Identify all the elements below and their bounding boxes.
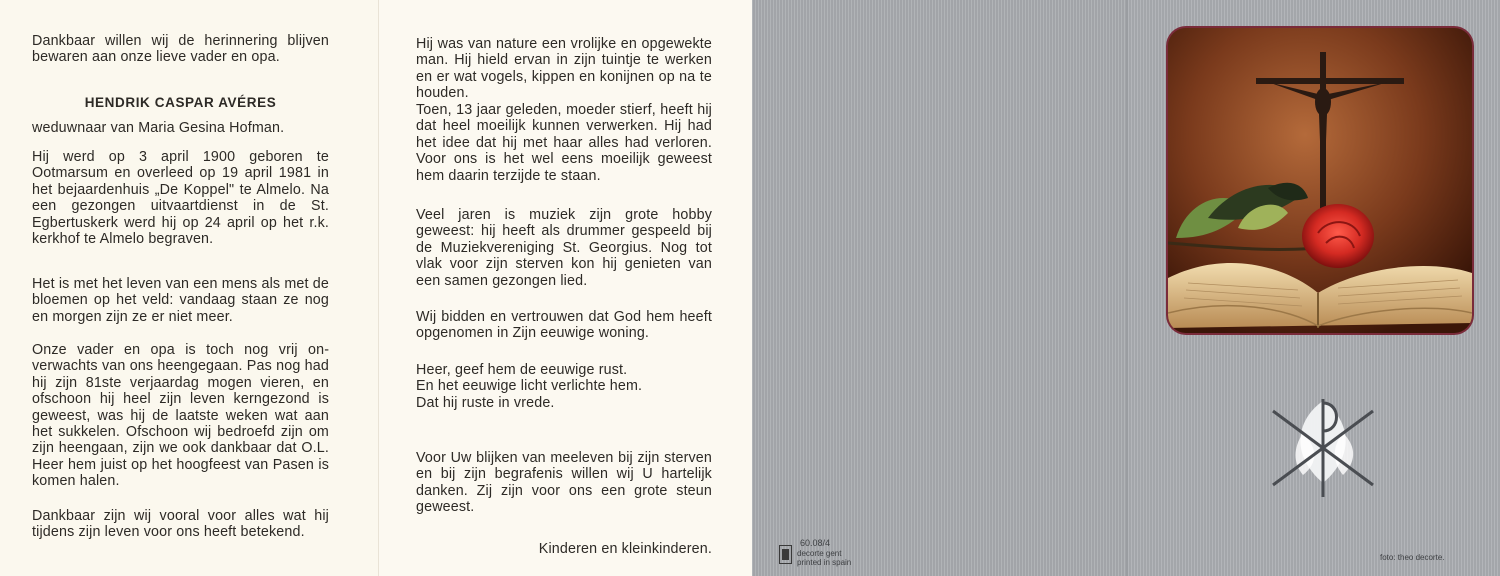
chi-rho-symbol-icon	[1263, 393, 1383, 503]
front-cover-panel	[1126, 0, 1500, 576]
printer-logo	[779, 545, 792, 564]
deceased-name: HENDRIK CASPAR AVÉRES	[84, 95, 277, 110]
father-paragraph: Onze vader en opa is toch nog vrij onverwachts van ons heengegaan. Pas nog had hij zijn 81ste verjaardag mogen vieren, en ofschoon hij heel zijn leven kerngezond is geweest, was hij de laatste weken wat aan het sukkelen. Ofschoon wij bedroefd zijn om zijn heengaan, zijn we ook dankbaar dat O.L. Heer hem juist op het hoogfeest van Pasen is komen halen.	[32, 342, 329, 490]
mother-paragraph: Toen, 13 jaar geleden, moeder stierf, heeft hij dat heel moeilijk kunnen verwerken. Hij had het idee dat hij met haar alles had verloren. Voor ons is het wel eens moeilijk geweest hem daarin terzijde te staan.	[416, 102, 712, 184]
printer-name: decorte gent	[797, 549, 842, 558]
back-silver-panel	[752, 0, 1126, 576]
rest-line: En het eeuwige licht verlichte hem.	[416, 378, 643, 395]
rest-line: Dat hij ruste in vrede.	[416, 394, 555, 411]
rest-prayer	[416, 362, 712, 411]
biography-paragraph: Hij werd op 3 april 1900 geboren te Ootmarsum en overleed op 19 april 1981 in het bejaardenhuis „De Koppel" te Almelo. Na een gezongen uitvaartdienst in de St. Egbertuskerk werd hij op 24 april op het r.k. kerkhof te Almelo begraven.	[32, 149, 329, 248]
print-code: 60.08/4	[800, 538, 831, 548]
nature-paragraph: Hij was van nature een vrolijke en opgewekte man. Hij hield ervan in zijn tuintje te werken en er wat vogels, kippen en konijnen op na te houden.	[416, 36, 712, 102]
thanks-paragraph: Dankbaar zijn wij vooral voor alles wat hij tijdens zijn leven voor ons heeft betekend.	[32, 508, 329, 541]
photo-credit: foto: theo decorte.	[1380, 553, 1445, 562]
crucifix-rose-bible-photo	[1168, 28, 1472, 333]
gratitude-paragraph: Voor Uw blijken van meeleven bij zijn sterven en bij zijn begrafenis willen wij U hartelijk danken. Zij zijn voor ons een grote steun geweest.	[416, 450, 712, 516]
signature-line: Kinderen en kleinkinderen.	[538, 541, 712, 557]
middle-text-panel	[378, 0, 752, 576]
left-text-panel	[0, 0, 378, 576]
widower-line: weduwnaar van Maria Gesina Hofman.	[32, 120, 285, 136]
prayer-paragraph: Wij bidden en vertrouwen dat God hem heeft opgenomen in Zijn eeuwige woning.	[416, 309, 712, 342]
printed-in: printed in spain	[797, 558, 852, 567]
rest-line: Heer, geef hem de eeuwige rust.	[416, 362, 628, 378]
rose-icon	[1302, 204, 1374, 268]
intro-text: Dankbaar willen wij de herinnering blijven bewaren aan onze lieve vader en opa.	[32, 33, 329, 66]
life-paragraph: Het is met het leven van een mens als met de bloemen op het veld: vandaag staan ze nog en morgen zijn ze er niet meer.	[32, 276, 329, 325]
photo-illustration	[1168, 28, 1472, 333]
music-paragraph: Veel jaren is muziek zijn grote hobby geweest: hij heeft als drummer gespeeld bij de Muziekvereniging St. Georgius. Nog tot vlak voor zijn sterven kon hij genieten van een samen gezongen lied.	[416, 207, 712, 289]
